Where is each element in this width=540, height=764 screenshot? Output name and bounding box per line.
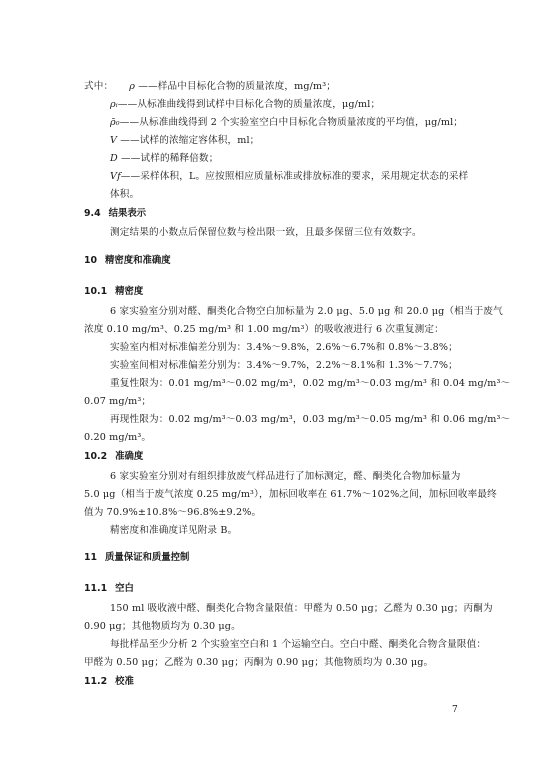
- heading-10-1: [84, 285, 143, 298]
- heading-10-1-number: 10.1: [84, 286, 108, 297]
- page-number: 7: [452, 705, 458, 715]
- def-rho: [84, 80, 336, 93]
- def-rho0: [110, 116, 463, 129]
- para-line: 精密度和准确度详见附录 B。: [110, 525, 238, 536]
- def-rho-symbol: ρ: [129, 81, 136, 92]
- para-line: 6 家实验室分别对醛、酮类化合物空白加标量为 2.0 μg、5.0 μg 和 20.0 μg（相当于废气: [110, 306, 503, 317]
- heading-10-title: 精密度和准确度: [105, 255, 171, 266]
- def-rhoi: [110, 98, 380, 111]
- para-line: 再现性限为：0.02 mg/m³～0.03 mg/m³，0.03 mg/m³～0.05 mg/m³ 和 0.06 mg/m³～: [110, 414, 511, 425]
- def-vf-text: ——采样体积，L。应按照相应质量标准或排放标准的要求，采用规定状态的采样: [120, 171, 469, 182]
- para-line: 6 家实验室分别对有组织排放废气样品进行了加标测定，醛、酮类化合物加标量为: [110, 471, 461, 482]
- para-line: 0.20 mg/m³。: [84, 432, 152, 443]
- heading-10-2: [84, 450, 143, 463]
- para-line: 重复性限为：0.01 mg/m³～0.02 mg/m³，0.02 mg/m³～0.03 mg/m³ 和 0.04 mg/m³～: [110, 378, 511, 389]
- heading-11-2: [84, 675, 134, 688]
- para-line: 值为 70.9%±10.8%～96.8%±9.2%。: [84, 507, 262, 518]
- def-vf: [110, 170, 468, 183]
- para-line: 0.07 mg/m³；: [84, 396, 152, 407]
- def-d-symbol: D: [110, 153, 118, 164]
- para-line: 0.90 μg；其他物质均为 0.30 μg。: [84, 621, 241, 632]
- def-v-symbol: V: [110, 135, 118, 146]
- para-line: 浓度 0.10 mg/m³、0.25 mg/m³ 和 1.00 mg/m³）的吸收液进行 6 次重复测定：: [84, 324, 444, 335]
- para-line: 甲醛为 0.50 μg；乙醛为 0.30 μg；丙酮为 0.90 μg；其他物质均为 0.30 μg。: [84, 657, 434, 668]
- heading-10-1-title: 精密度: [115, 286, 144, 297]
- para-line: 每批样品至少分析 2 个实验室空白和 1 个运输空白。空白中醛、酮类化合物含量限值：: [110, 639, 487, 650]
- def-v-text: ——试样的浓缩定容体积，ml；: [117, 135, 260, 146]
- heading-11-title: 质量保证和质量控制: [105, 552, 190, 563]
- paragraph-9-4: 测定结果的小数点后保留位数与检出限一致，且最多保留三位有效数字。: [110, 227, 422, 238]
- def-intro: 式中：: [84, 81, 114, 92]
- heading-9-4: [84, 207, 146, 220]
- heading-10-number: 10: [84, 255, 98, 266]
- def-rho-text: ——样品中目标化合物的质量浓度，mg/m³；: [135, 81, 337, 92]
- heading-11-1-title: 空白: [115, 583, 134, 594]
- def-vf-symbol: Vf: [110, 171, 121, 182]
- para-line: 实验室内相对标准偏差分别为：3.4%～9.8%，2.6%～6.7%和 0.8%～3.8%；: [110, 342, 458, 353]
- heading-11-number: 11: [84, 552, 98, 563]
- heading-10-2-title: 准确度: [115, 451, 144, 462]
- heading-9-4-title: 结果表示: [108, 208, 147, 219]
- def-rho0-symbol: ρ̄₀: [110, 117, 120, 128]
- def-rhoi-symbol: ρᵢ: [110, 99, 118, 110]
- heading-9-4-number: 9.4: [84, 208, 101, 219]
- heading-11: [84, 551, 189, 564]
- para-line: 实验室间相对标准偏差分别为：3.4%～9.7%，2.2%～8.1%和 1.3%～7.7%；: [110, 360, 458, 371]
- heading-11-2-number: 11.2: [84, 676, 108, 687]
- def-v: [110, 134, 259, 147]
- heading-10-2-number: 10.2: [84, 451, 108, 462]
- def-d-text: ——试样的稀释倍数；: [117, 153, 219, 164]
- heading-11-1-number: 11.1: [84, 583, 108, 594]
- para-line: 150 ml 吸收液中醛、酮类化合物含量限值：甲醛为 0.50 μg；乙醛为 0.30 μg；丙酮为: [110, 603, 493, 614]
- def-d: [110, 152, 218, 165]
- heading-11-2-title: 校准: [115, 676, 134, 687]
- heading-10: [84, 254, 171, 267]
- para-line: 5.0 μg（相当于废气浓度 0.25 mg/m³），加标回收率在 61.7%～102%之间，加标回收率最终: [84, 489, 497, 500]
- def-rho0-text: ——从标准曲线得到 2 个实验室空白中目标化合物质量浓度的平均值，μg/ml；: [119, 117, 464, 128]
- heading-11-1: [84, 582, 134, 595]
- def-rhoi-text: ——从标准曲线得到试样中目标化合物的质量浓度，μg/ml；: [117, 99, 381, 110]
- def-vf-continued: 体积。: [110, 189, 140, 200]
